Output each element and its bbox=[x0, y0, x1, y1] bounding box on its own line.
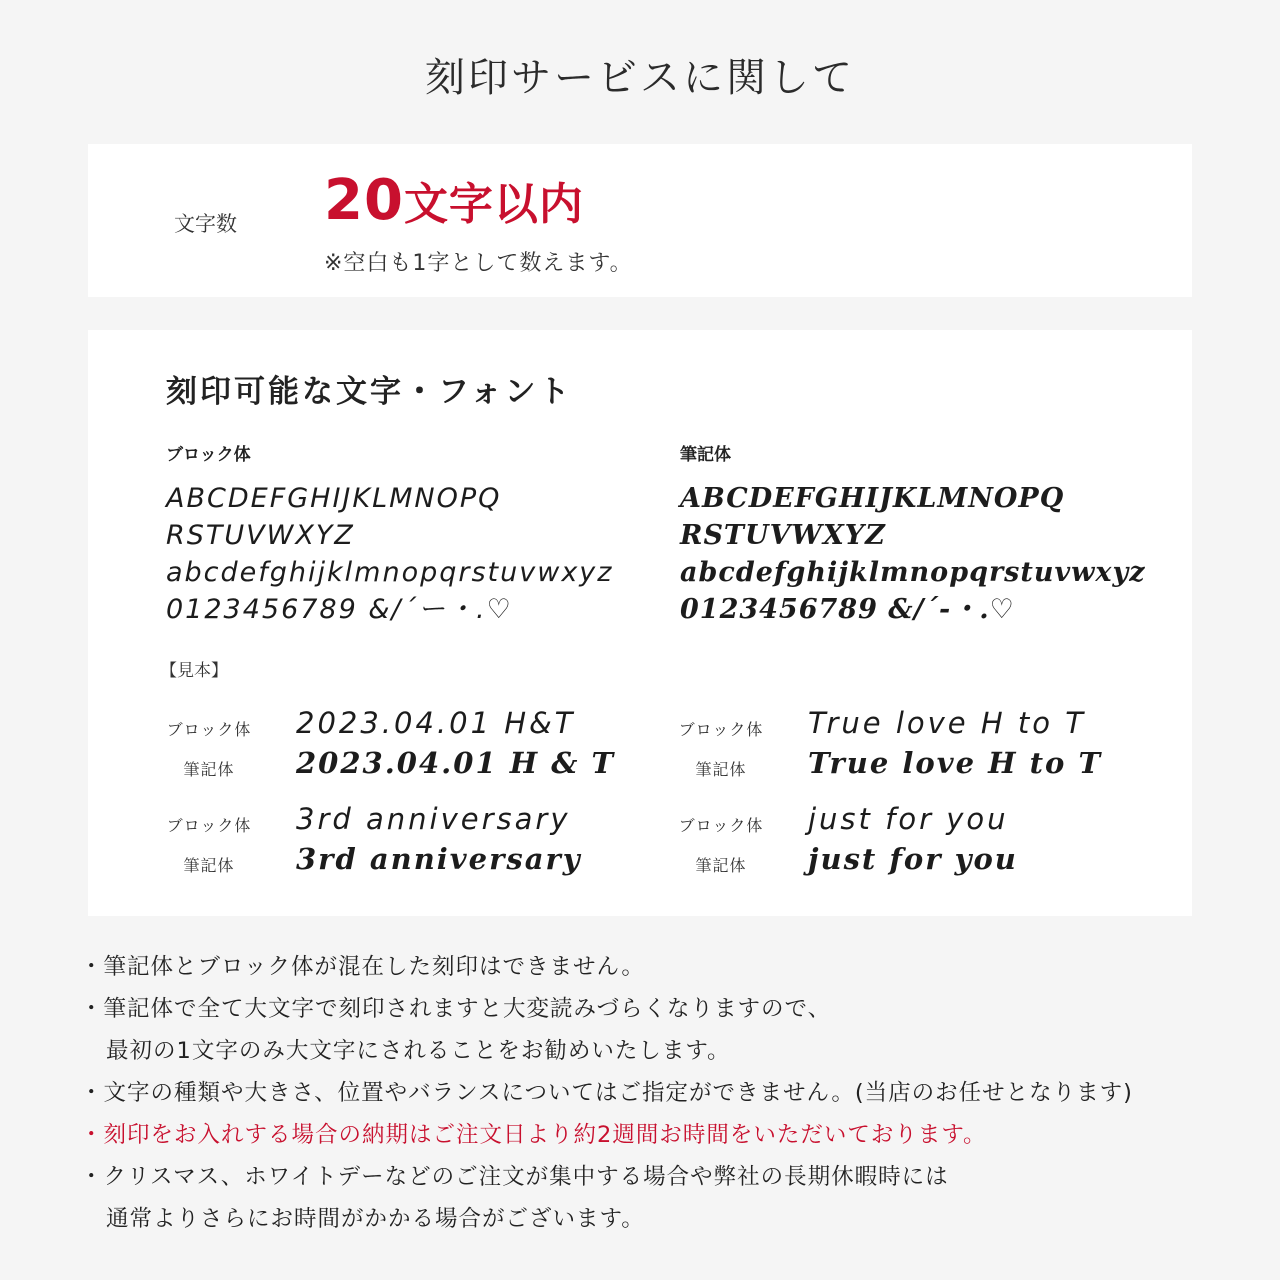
sample-block-text: True love H to T bbox=[808, 706, 1086, 740]
notes-list bbox=[80, 946, 1260, 1240]
sample-script-label: 筆記体 bbox=[695, 760, 747, 779]
script-font-column bbox=[680, 440, 1146, 629]
script-uppercase-line-2: RSTUVWXYZ bbox=[680, 520, 886, 551]
script-uppercase-line-1: ABCDEFGHIJKLMNOPQ bbox=[680, 483, 1065, 514]
page-title: 刻印サービスに関して bbox=[425, 55, 855, 101]
block-lowercase-line: abcdefghijklmnopqrstuvwxyz bbox=[166, 557, 614, 588]
block-font-name: ブロック体 bbox=[166, 445, 251, 465]
sample-block-label: ブロック体 bbox=[166, 816, 252, 835]
character-limit-value bbox=[324, 168, 584, 233]
sample-script-label: 筆記体 bbox=[183, 856, 235, 875]
fonts-panel bbox=[88, 330, 1192, 916]
fonts-section-title: 刻印可能な文字・フォント bbox=[166, 374, 573, 410]
block-uppercase-line-2: RSTUVWXYZ bbox=[166, 520, 355, 551]
block-digits-symbols-line: 0123456789 &/´ー・.♡ bbox=[166, 594, 513, 625]
block-uppercase-line-1: ABCDEFGHIJKLMNOPQ bbox=[166, 483, 502, 514]
note-item-continuation: 最初の1文字のみ大文字にされることをお勧めいたします。 bbox=[106, 1038, 731, 1064]
space-count-note: ※空白も1字として数えます。 bbox=[324, 251, 633, 276]
sample-block-text: just for you bbox=[808, 802, 1009, 836]
sample-script-label: 筆記体 bbox=[183, 760, 235, 779]
note-item: ・筆記体で全て大文字で刻印されますと大変読みづらくなりますので、 bbox=[80, 996, 832, 1022]
note-item: ・文字の種類や大きさ、位置やバランスについてはご指定ができません。(当店のお任せとなります) bbox=[80, 1080, 1133, 1106]
sample-script-text: just for you bbox=[808, 842, 1018, 876]
sample-heading: 【見本】 bbox=[160, 661, 228, 681]
note-item: ・クリスマス、ホワイトデーなどのご注文が集中する場合や弊社の長期休暇時には bbox=[80, 1164, 949, 1190]
sample-script-text: 2023.04.01 H & T bbox=[296, 746, 616, 780]
sample-block-label: ブロック体 bbox=[166, 720, 252, 739]
sample-block-text: 2023.04.01 H&T bbox=[296, 706, 576, 740]
sample-script-label: 筆記体 bbox=[695, 856, 747, 875]
character-count-label: 文字数 bbox=[174, 212, 237, 236]
script-lowercase-line: abcdefghijklmnopqrstuvwxyz bbox=[680, 557, 1146, 588]
script-font-name: 筆記体 bbox=[680, 445, 731, 465]
character-limit-panel bbox=[88, 144, 1192, 297]
sample-block-text: 3rd anniversary bbox=[296, 802, 571, 836]
script-digits-symbols-line: 0123456789 &/´-・.♡ bbox=[680, 594, 1015, 625]
sample-script-text: 3rd anniversary bbox=[296, 842, 582, 876]
character-limit-number: 20 bbox=[324, 168, 404, 233]
sample-block-label: ブロック体 bbox=[678, 816, 764, 835]
note-item-delivery-warning: ・刻印をお入れする場合の納期はご注文日より約2週間お時間をいただいております。 bbox=[80, 1122, 987, 1148]
block-font-column bbox=[166, 440, 613, 629]
note-item-continuation: 通常よりさらにお時間がかかる場合がございます。 bbox=[106, 1206, 645, 1232]
sample-block-label: ブロック体 bbox=[678, 720, 764, 739]
character-limit-unit: 文字以内 bbox=[403, 179, 584, 230]
sample-script-text: True love H to T bbox=[808, 746, 1103, 780]
note-item: ・筆記体とブロック体が混在した刻印はできません。 bbox=[80, 954, 645, 980]
